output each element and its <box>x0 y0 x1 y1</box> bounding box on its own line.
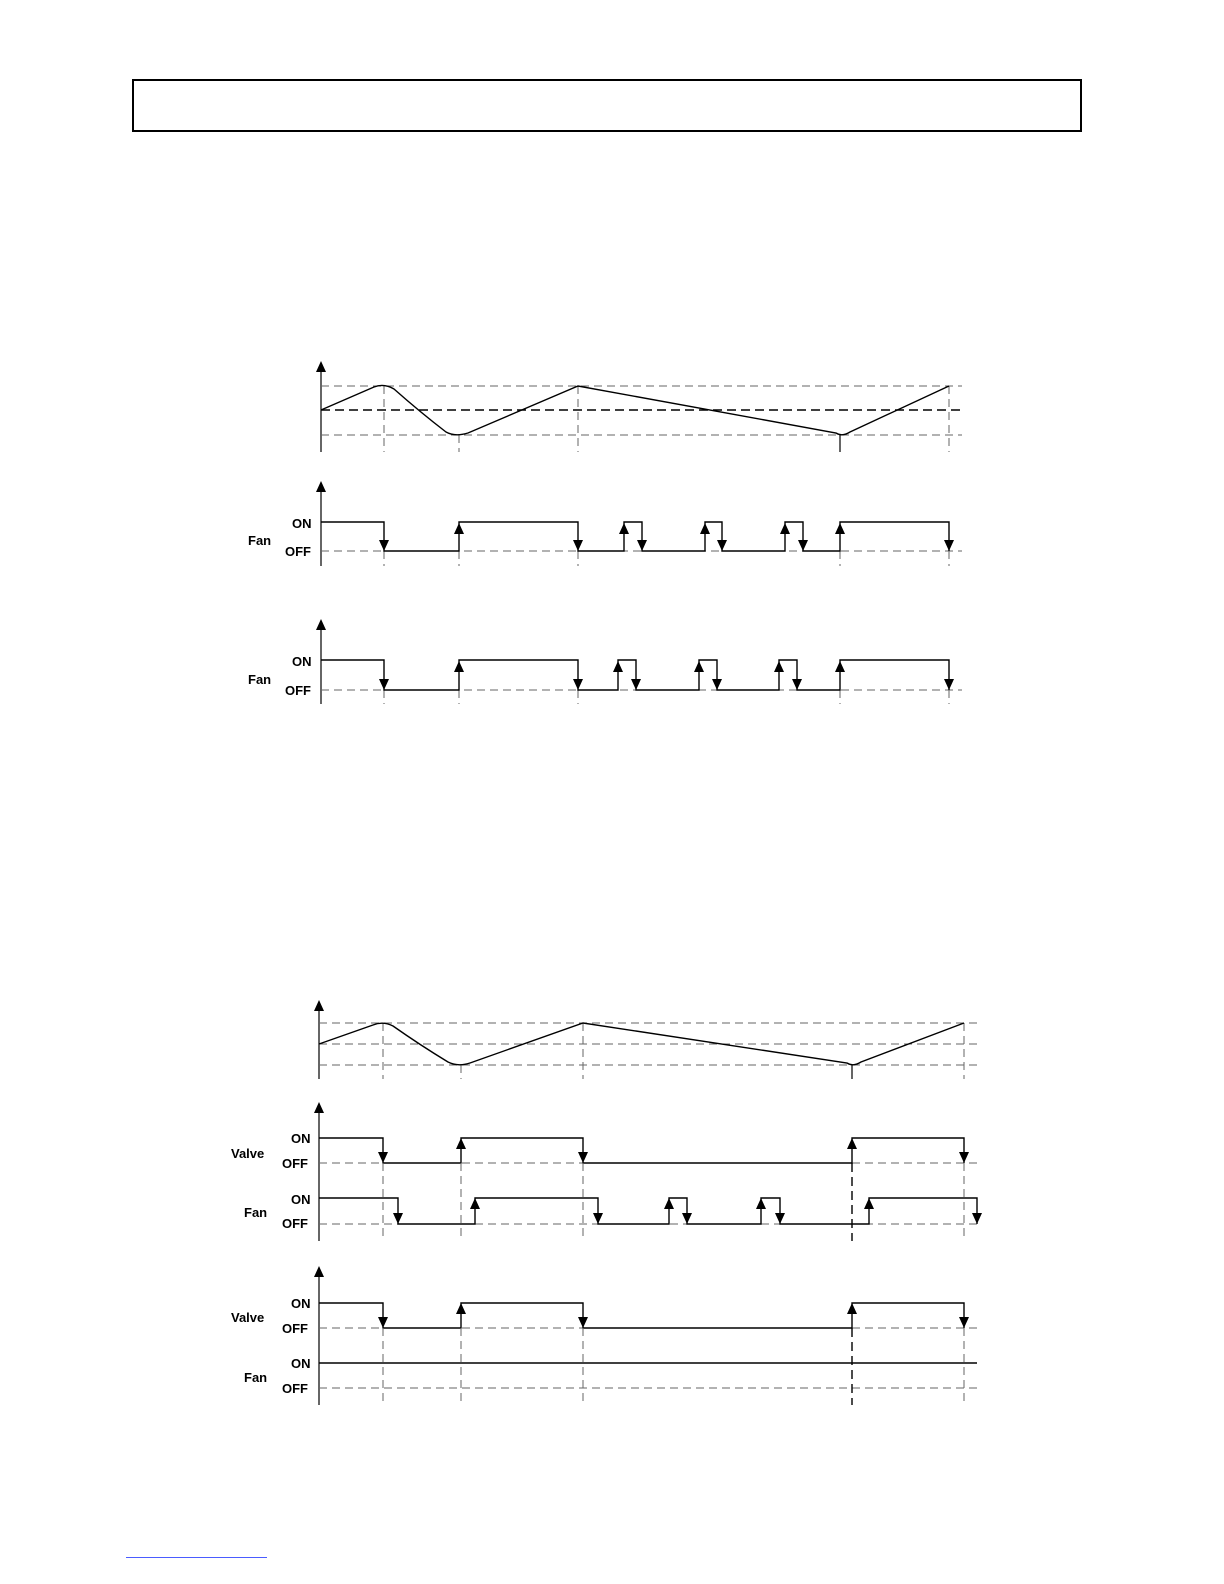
valve-label: Valve <box>231 1310 265 1325</box>
diagram1-fan-mode-b <box>248 619 962 704</box>
fan-on-label: ON <box>291 1192 311 1207</box>
axis-arrow-icon <box>316 619 326 630</box>
diagram2-temperature-curve <box>314 1000 977 1079</box>
footer-rule <box>126 1557 267 1558</box>
fan-on-label: ON <box>291 1356 311 1371</box>
diagram2-valve-fan-mode-b <box>231 1266 977 1405</box>
valve-off-label: OFF <box>282 1156 308 1171</box>
fan-on-label: ON <box>292 654 312 669</box>
fan-off-label: OFF <box>285 683 311 698</box>
fan-label: Fan <box>248 672 272 687</box>
valve-transition-arrows <box>378 1138 969 1163</box>
valve-label: Valve <box>231 1146 265 1161</box>
axis-arrow-icon <box>314 1266 324 1277</box>
axis-arrow-icon <box>316 481 326 492</box>
axis-arrow-icon <box>314 1000 324 1011</box>
valve-on-label: ON <box>291 1296 311 1311</box>
axis-arrow-icon <box>316 361 326 372</box>
axis-arrow-icon <box>314 1102 324 1113</box>
diagram1-temperature-curve <box>316 361 962 452</box>
fan-on-label: ON <box>292 516 312 531</box>
fan-transition-arrows <box>379 523 954 551</box>
valve-transition-arrows <box>378 1303 969 1328</box>
fan-off-label: OFF <box>285 544 311 559</box>
fan-transition-arrows <box>379 661 954 690</box>
diagram2-valve-fan-mode-a <box>231 1102 982 1241</box>
fan-label: Fan <box>248 533 272 548</box>
diagram1-fan-mode-a <box>248 481 962 566</box>
fan-off-label: OFF <box>282 1216 308 1231</box>
fan-label: Fan <box>244 1205 268 1220</box>
valve-on-label: ON <box>291 1131 311 1146</box>
fan-off-label: OFF <box>282 1381 308 1396</box>
fan-label: Fan <box>244 1370 268 1385</box>
valve-off-label: OFF <box>282 1321 308 1336</box>
